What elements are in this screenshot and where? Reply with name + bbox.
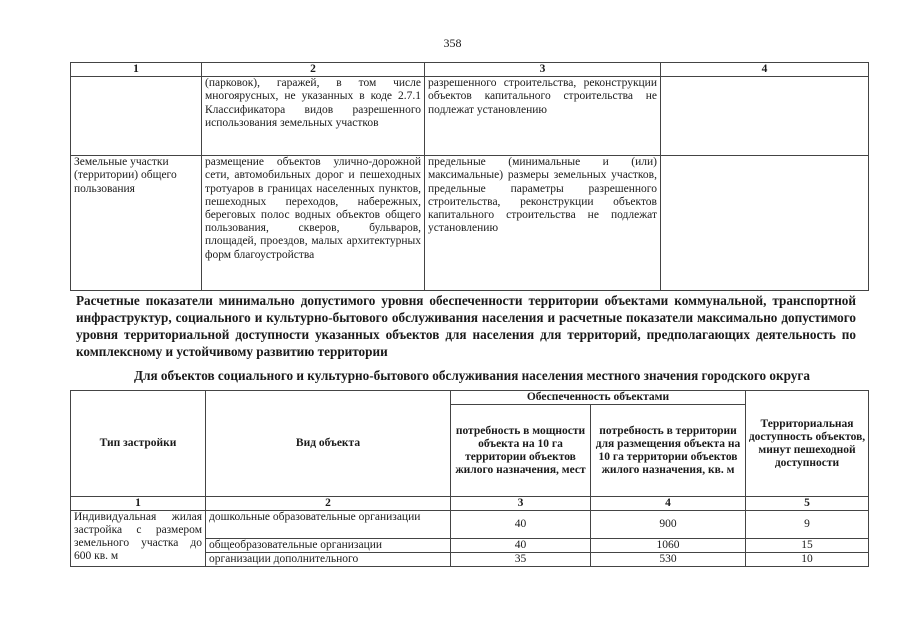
notes-cell [661, 77, 869, 156]
header-area: потребность в территории для размещения объекта на 10 га территории объектов жилого назначения, кв. м [591, 405, 746, 497]
subsection-heading: Для объектов социального и культурно-бытового обслуживания населения местного значения городского округа [134, 368, 810, 383]
usage-description-cell: (парковок), гаражей, в том числе многоярусных, не указанных в коде 2.7.1 Классификатора видов разрешенного использования земельных участков [202, 77, 425, 156]
column-number: 5 [746, 497, 869, 511]
capacity-cell: 40 [451, 539, 591, 553]
usage-description-cell: размещение объектов улично-дорожной сети, автомобильных дорог и пешеходных тротуаров в границах населенных пунктов, пешеходных переходов, набережных, береговых полос водных объектов общего пользования, скверов, бульваров, площадей, проездов, малых архитектурных форм благоустройства [202, 156, 425, 291]
access-cell: 10 [746, 553, 869, 567]
column-number: 1 [71, 497, 206, 511]
notes-cell [661, 156, 869, 291]
column-number: 2 [202, 63, 425, 77]
zoning-table [70, 62, 869, 291]
social-objects-table [70, 390, 869, 567]
object-type-cell: дошкольные образовательные организации [206, 511, 451, 539]
land-type-cell [71, 77, 202, 156]
column-number: 1 [71, 63, 202, 77]
header-capacity: потребность в мощности объекта на 10 га территории объектов жилого назначения, мест [451, 405, 591, 497]
header-access: Территориальная доступность объектов, минут пешеходной доступности [746, 391, 869, 497]
column-numbers-row [71, 497, 869, 511]
column-number: 4 [591, 497, 746, 511]
building-type-cell: Индивидуальная жилая застройка с размером земельного участка до 600 кв. м [71, 511, 206, 567]
area-cell: 530 [591, 553, 746, 567]
object-type-cell: организации дополнительного [206, 553, 451, 567]
header-object: Вид объекта [206, 391, 451, 497]
header-provision: Обеспеченность объектами [451, 391, 746, 405]
object-type-cell: общеобразовательные организации [206, 539, 451, 553]
area-cell: 900 [591, 511, 746, 539]
column-number: 2 [206, 497, 451, 511]
section-heading: Расчетные показатели минимально допустимого уровня обеспеченности территории объектами коммунальной, транспортной инфраструктур, социального и культурно-бытового обслуживания населения и расчетные показатели максимально допустимого уровня территориальной доступности указанных объектов для населения для территорий, предполагающих деятельность по комплексному и устойчивому развитию территории [76, 293, 856, 359]
table-row [71, 511, 869, 539]
column-number: 3 [451, 497, 591, 511]
header-type: Тип застройки [71, 391, 206, 497]
capacity-cell: 35 [451, 553, 591, 567]
parameters-cell: разрешенного строительства, реконструкции объектов капитального строительства не подлежат установлению [425, 77, 661, 156]
column-number: 3 [425, 63, 661, 77]
land-type-cell: Земельные участки (территории) общего пользования [71, 156, 202, 291]
table-row [71, 156, 869, 291]
capacity-cell: 40 [451, 511, 591, 539]
parameters-cell: предельные (минимальные и (или) максимальные) размеры земельных участков, предельные параметры разрешенного строительства, реконструкции объектов капитального строительства не подлежат установлению [425, 156, 661, 291]
access-cell: 15 [746, 539, 869, 553]
page-number: 358 [443, 36, 462, 50]
area-cell: 1060 [591, 539, 746, 553]
access-cell: 9 [746, 511, 869, 539]
column-number: 4 [661, 63, 869, 77]
table-header-row [71, 63, 869, 77]
table-row [71, 77, 869, 156]
